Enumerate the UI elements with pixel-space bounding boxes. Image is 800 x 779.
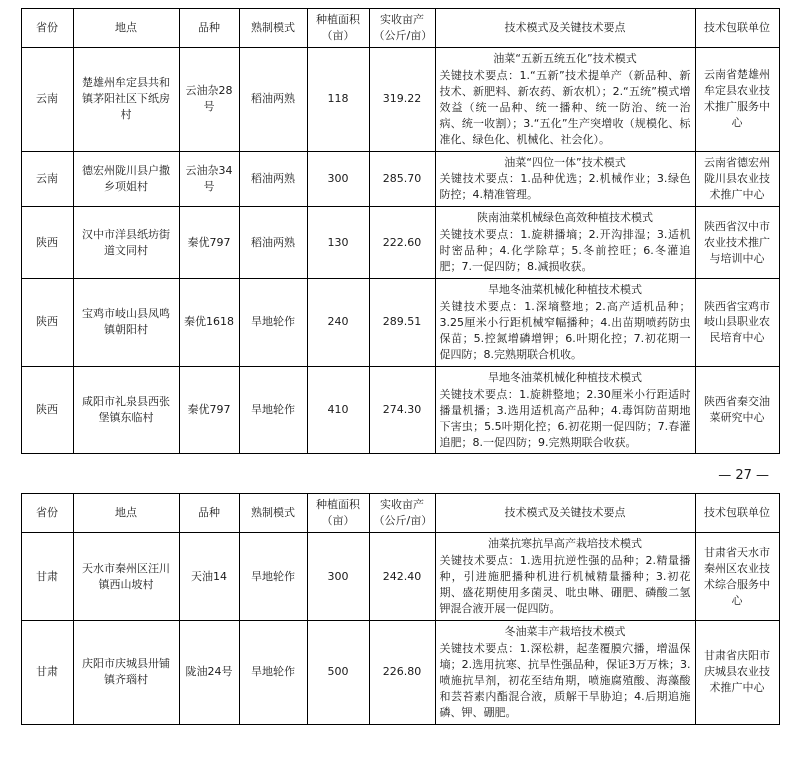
cell-location: 天水市秦州区汪川镇西山坡村	[73, 533, 179, 621]
column-header-subtext: （亩）	[321, 28, 355, 42]
cell-yield: 274.30	[369, 366, 435, 454]
table-2-body	[21, 533, 779, 724]
column-header-text: 实收亩产	[380, 498, 424, 512]
cell-province: 甘肃	[21, 621, 73, 725]
column-header-text: 品种	[198, 506, 220, 520]
cell-technology	[435, 207, 695, 279]
cell-yield: 222.60	[369, 207, 435, 279]
technology-title: 油菜抗寒抗旱高产栽培技术模式	[488, 537, 642, 551]
column-header-text: 省份	[36, 506, 58, 520]
column-header-maturity	[239, 9, 307, 48]
cell-province: 云南	[21, 47, 73, 151]
column-header-area	[307, 9, 369, 48]
column-header-text: 品种	[198, 20, 220, 34]
technology-body: 关键技术要点：1.选用抗逆性强的品种；2.精量播种，引进施肥播种机进行机械精量播种；3.初花期、盛花期使用多菌灵、吡虫啉、硼肥、磷酸二氢钾混合液开展一促四防。	[439, 554, 691, 616]
page-number	[21, 454, 779, 493]
column-header-text: 实收亩产	[380, 13, 424, 26]
cell-yield: 242.40	[369, 533, 435, 621]
cell-province: 甘肃	[21, 533, 73, 621]
technology-body: 关键技术要点：1.“五新”技术提单产（新品种、新技术、新肥料、新农药、新农机）；2.“五统”模式增效益（统一品种、统一播种、统一防治、统一治病、统一收割）；3.“五化”生产突增收（规模化、标准化、绿色化、机械化、社会化）。	[439, 68, 691, 146]
technology-title: 油菜“四位一体”技术模式	[504, 155, 626, 169]
column-header-area	[307, 494, 369, 533]
column-header-text: 熟制模式	[251, 20, 295, 34]
cell-maturity: 旱地轮作	[239, 621, 307, 725]
technology-title: 陕南油菜机械绿色高效种植技术模式	[477, 211, 653, 225]
cell-technology	[435, 621, 695, 725]
cell-location: 宝鸡市岐山县凤鸣镇朝阳村	[73, 279, 179, 367]
column-header-yield	[369, 494, 435, 533]
cell-unit: 甘肃省天水市秦州区农业技术综合服务中心	[695, 533, 779, 621]
cell-province: 陕西	[21, 207, 73, 279]
table-row	[21, 151, 779, 207]
cell-unit: 陕西省汉中市农业技术推广与培训中心	[695, 207, 779, 279]
technology-body: 关键技术要点：1.旋耕播墒；2.开沟排湿；3.适机时密品种；4.化学除草；5.冬前控旺；6.冬灌追肥；7.一促四防；8.减损收获。	[439, 228, 691, 274]
table-row	[21, 533, 779, 621]
table-header-row	[21, 9, 779, 48]
cell-area: 300	[307, 533, 369, 621]
cell-area: 300	[307, 151, 369, 207]
column-header-province	[21, 9, 73, 48]
column-header-text: 地点	[115, 506, 137, 520]
cell-technology	[435, 279, 695, 367]
cell-variety: 云油杂34号	[179, 151, 239, 207]
cell-province: 陕西	[21, 279, 73, 367]
table-row	[21, 621, 779, 725]
cell-variety: 天油14	[179, 533, 239, 621]
technology-title: 冬油菜丰产栽培技术模式	[504, 625, 626, 638]
cell-area: 240	[307, 279, 369, 367]
cell-yield: 226.80	[369, 621, 435, 725]
cell-location: 咸阳市礼泉县西张堡镇东临村	[73, 366, 179, 454]
table-2-header	[21, 494, 779, 533]
column-header-text: 技术包联单位	[704, 20, 770, 34]
cell-province: 云南	[21, 151, 73, 207]
table-1-body	[21, 47, 779, 454]
data-table-1	[21, 8, 780, 454]
column-header-maturity	[239, 494, 307, 533]
cell-yield: 289.51	[369, 279, 435, 367]
column-header-text: 种植面积	[316, 498, 360, 512]
cell-technology	[435, 533, 695, 621]
technology-body: 关键技术要点：1.深松耕，起垄覆膜穴播，增温保墒；2.选用抗寒、抗旱性强品种，保证3万万株；3.喷施抗旱剂，初花至结角期，喷施腐殖酸、海藻酸和芸苔素内酯混合液，质解干旱胁迫；4.后期追施磷、钾、硼肥。	[439, 641, 691, 719]
technology-body: 关键技术要点：1.旋耕整地；2.30厘米小行距适时播量机播；3.选用适机高产品种；4.毒饵防苗期地下害虫；5.5叶期化控；6.初花期一促四防；7.春灌追肥；8.一促四防；9.完熟期联合收获。	[439, 387, 691, 449]
column-header-text: 种植面积	[316, 13, 360, 26]
cell-province: 陕西	[21, 366, 73, 454]
cell-area: 130	[307, 207, 369, 279]
page-number-text: — 27 —	[718, 468, 769, 484]
cell-technology	[435, 47, 695, 151]
table-1-header	[21, 9, 779, 48]
column-header-location	[73, 9, 179, 48]
column-header-technology	[435, 494, 695, 533]
cell-maturity: 旱地轮作	[239, 279, 307, 367]
cell-location: 庆阳市庆城县卅铺镇齐瑙村	[73, 621, 179, 725]
column-header-subtext: （公斤/亩）	[373, 514, 433, 528]
cell-maturity: 旱地轮作	[239, 533, 307, 621]
table-row	[21, 366, 779, 454]
cell-yield: 319.22	[369, 47, 435, 151]
cell-unit: 云南省德宏州陇川县农业技术推广中心	[695, 151, 779, 207]
column-header-text: 地点	[115, 20, 137, 34]
column-header-variety	[179, 494, 239, 533]
column-header-text: 省份	[36, 20, 58, 34]
cell-area: 500	[307, 621, 369, 725]
column-header-location	[73, 494, 179, 533]
column-header-technology	[435, 9, 695, 48]
technology-body: 关键技术要点：1.品种优选；2.机械作业；3.绿色防控；4.精准管理。	[439, 172, 691, 202]
technology-title: 旱地冬油菜机械化种植技术模式	[488, 283, 642, 297]
cell-variety: 云油杂28号	[179, 47, 239, 151]
cell-variety: 秦优1618	[179, 279, 239, 367]
cell-variety: 秦优797	[179, 366, 239, 454]
column-header-province	[21, 494, 73, 533]
data-table-2	[21, 493, 780, 724]
column-header-text: 熟制模式	[251, 506, 295, 520]
cell-location: 德宏州陇川县户撒乡项姐村	[73, 151, 179, 207]
column-header-subtext: （公斤/亩）	[373, 28, 433, 42]
cell-area: 410	[307, 366, 369, 454]
document-page	[0, 8, 800, 725]
cell-location: 汉中市洋县纸坊街道文同村	[73, 207, 179, 279]
technology-body: 关键技术要点：1.深墒整地；2.高产适机品种；3.25厘米小行距机械窄幅播种；4.出苗期喷药防虫保苗；5.控氮增磷增钾；6.叶期化控；7.初花期一促四防；8.完熟期联合机收。	[439, 300, 691, 361]
cell-variety: 陇油24号	[179, 621, 239, 725]
table-row	[21, 207, 779, 279]
cell-maturity: 旱地轮作	[239, 366, 307, 454]
column-header-unit	[695, 9, 779, 48]
cell-maturity: 稻油两熟	[239, 207, 307, 279]
cell-maturity: 稻油两熟	[239, 151, 307, 207]
table-header-row	[21, 494, 779, 533]
column-header-yield	[369, 9, 435, 48]
column-header-text: 技术模式及关键技术要点	[504, 20, 626, 34]
column-header-subtext: （亩）	[321, 514, 355, 528]
cell-unit: 陕西省宝鸡市岐山县职业农民培育中心	[695, 279, 779, 367]
cell-unit: 陕西省秦交油菜研究中心	[695, 366, 779, 454]
table-row	[21, 279, 779, 367]
column-header-text: 技术包联单位	[704, 506, 770, 520]
table-row	[21, 47, 779, 151]
technology-title: 油菜“五新五统五化”技术模式	[493, 51, 637, 65]
column-header-variety	[179, 9, 239, 48]
technology-title: 旱地冬油菜机械化种植技术模式	[488, 370, 642, 384]
cell-location: 楚雄州牟定县共和镇茅阳社区下纸房村	[73, 47, 179, 151]
cell-variety: 秦优797	[179, 207, 239, 279]
column-header-text: 技术模式及关键技术要点	[504, 506, 626, 520]
column-header-unit	[695, 494, 779, 533]
cell-area: 118	[307, 47, 369, 151]
cell-yield: 285.70	[369, 151, 435, 207]
cell-maturity: 稻油两熟	[239, 47, 307, 151]
cell-technology	[435, 366, 695, 454]
cell-unit: 甘肃省庆阳市庆城县农业技术推广中心	[695, 621, 779, 725]
cell-technology	[435, 151, 695, 207]
cell-unit: 云南省楚雄州牟定县农业技术推广服务中心	[695, 47, 779, 151]
